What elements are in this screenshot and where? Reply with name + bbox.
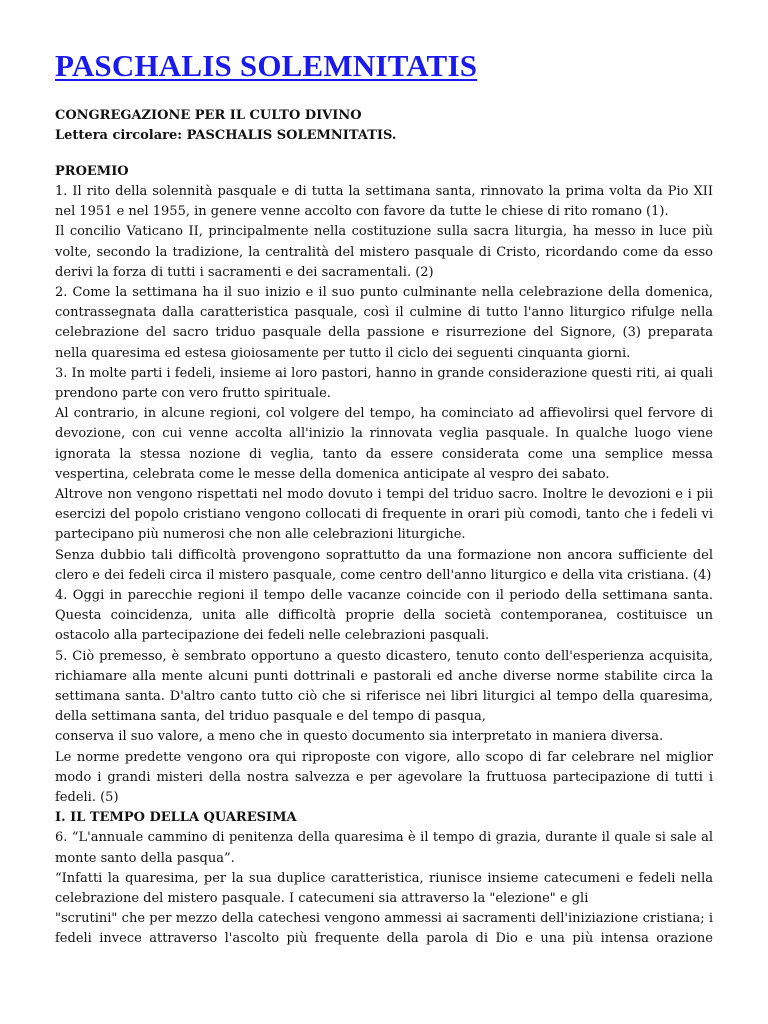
document-page (55, 46, 713, 950)
paragraph: "scrutini" che per mezzo della catechesi vengono ammessi ai sacramenti dell'iniziazione cristiana; i fedeli invece attraverso l'ascolto più frequente della parola di Dio e una più intensa orazione (55, 911, 713, 947)
header-congregation: CONGREGAZIONE PER IL CULTO DIVINO (55, 108, 362, 123)
paragraph: Al contrario, in alcune regioni, col volgere del tempo, ha cominciato ad affievolirsi quel fervore di devozione, con cui venne accolta all'inizio la rinnovata veglia pasquale. In qualche luogo viene ignorata la stessa nozione di veglia, tanto da essere considerata come una semplice messa vespertina, celebrata come le messe della domenica anticipate al vespro dei sabato. (55, 406, 713, 482)
paragraph: Le norme predette vengono ora qui riproposte con vigore, allo scopo di far celebrare nel miglior modo i grandi misteri della nostra salvezza e per agevolare la fruttuosa partecipazione di tutti i fedeli. (5) (55, 749, 713, 806)
quaresima-body (55, 828, 713, 949)
paragraph: 3. In molte parti i fedeli, insieme ai loro pastori, hanno in grande considerazione questi riti, ai quali prendono parte con vero frutto spirituale. (55, 365, 713, 402)
paragraph: Senza dubbio tali difficoltà provengono soprattutto da una formazione non ancora sufficiente del clero e dei fedeli circa il mistero pasquale, come centro dell'anno liturgico e della vita cristiana. (4) (55, 547, 713, 583)
paragraph: “Infatti la quaresima, per la sua duplice caratteristica, riunisce insieme catecumeni e fedeli nella celebrazione del mistero pasquale. I catecumeni sia attraverso la "elezione" e gli (55, 870, 713, 906)
paragraph: conserva il suo valore, a meno che in questo documento sia interpretato in maniera diversa. (55, 729, 664, 745)
spacer (55, 146, 713, 162)
paragraph: Altrove non vengono rispettati nel modo dovuto i tempi del triduo sacro. Inoltre le devozioni e i pii esercizi del popolo cristiano vengono collocati di frequente in orari più comodi, tanto che i fedeli vi partecipano più numerosi che non alle celebrazioni liturgiche. (55, 487, 713, 543)
proemio-body (55, 182, 713, 808)
paragraph: 1. Il rito della solennità pasquale e di tutta la settimana santa, rinnovato la prima volta da Pio XII nel 1951 e nel 1955, in genere venne accolto con favore da tutte le chiese di rito romano (1). (55, 184, 713, 220)
paragraph: 2. Come la settimana ha il suo inizio e il suo punto culminante nella celebrazione della domenica, contrassegnata dalla caratteristica pasquale, così il culmine di tutto l'anno liturgico rifulge nella celebrazione del sacro triduo pasquale della passione e risurrezione del Signore, (3) preparata nella quaresima ed estesa gioiosamente per tutto il ciclo dei seguenti cinquanta giorni. (55, 285, 713, 361)
header-letter: Lettera circolare: PASCHALIS SOLEMNITATIS. (55, 128, 397, 143)
section-heading-proemio: PROEMIO (55, 164, 129, 179)
document-title-link[interactable]: PASCHALIS SOLEMNITATIS (55, 48, 478, 83)
paragraph: 4. Oggi in parecchie regioni il tempo delle vacanze coincide con il periodo della settimana santa. Questa coincidenza, unita alle difficoltà proprie della società contemporanea, costituisce un ostacolo alla partecipazione dei fedeli nelle celebrazioni pasquali. (55, 588, 713, 644)
section-heading-quaresima: I. IL TEMPO DELLA QUARESIMA (55, 810, 297, 826)
paragraph: Il concilio Vaticano II, principalmente nella costituzione sulla sacra liturgia, ha messo in luce più volte, secondo la tradizione, la centralità del mistero pasquale di Cristo, ricordando come da esso derivi la forza di tutti i sacramenti e dei sacramentali. (2) (55, 224, 713, 280)
paragraph: 6. “L'annuale cammino di penitenza della quaresima è il tempo di grazia, durante il quale si sale al monte santo della pasqua”. (55, 830, 713, 866)
paragraph: 5. Ciò premesso, è sembrato opportuno a questo dicastero, tenuto conto dell'esperienza acquisita, richiamare alla mente alcuni punti dottrinali e pastorali ed anche diverse norme stabilite circa la settimana santa. D'altro canto tutto ciò che si riferisce nei libri liturgici al tempo della quaresima, della settimana santa, del triduo pasquale e del tempo di pasqua, (55, 648, 713, 725)
document-header (55, 106, 713, 146)
